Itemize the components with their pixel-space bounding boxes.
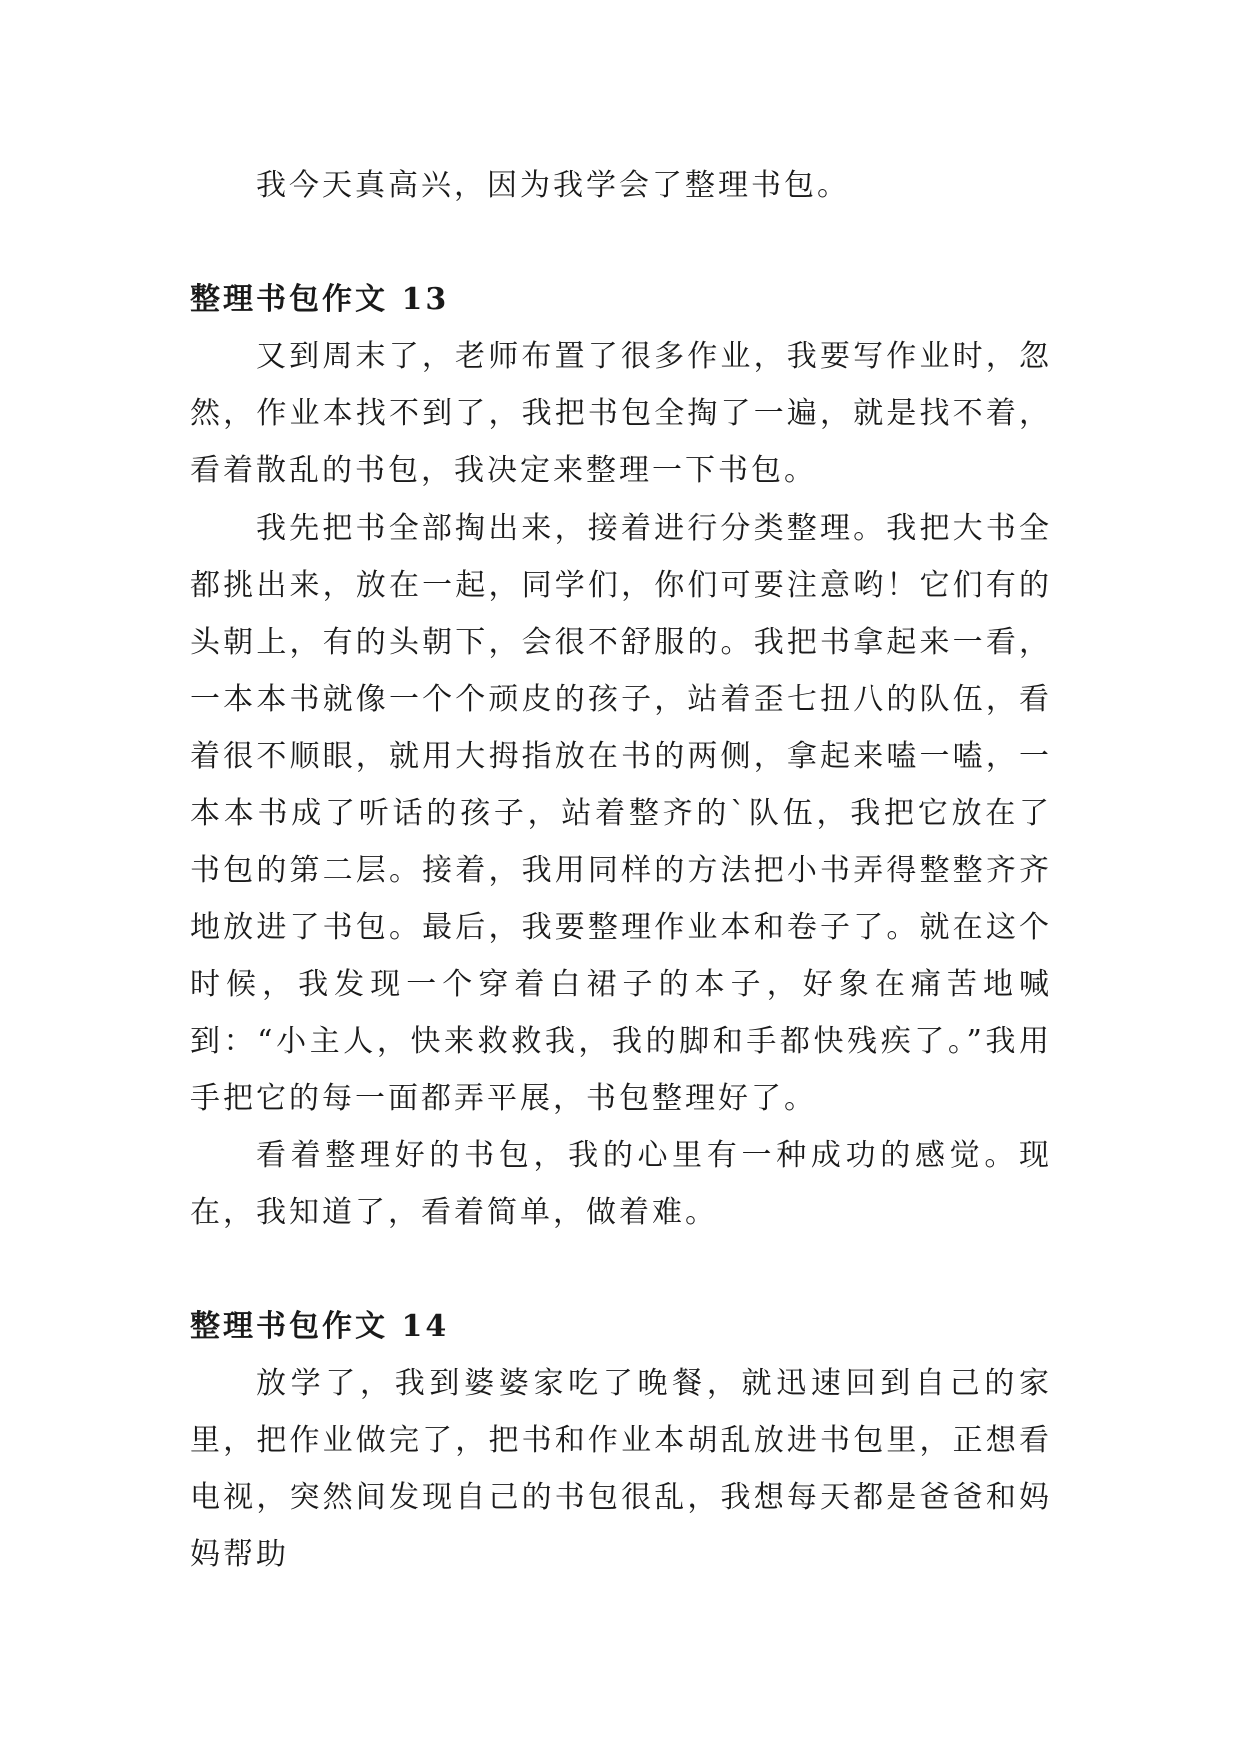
section-13-paragraph-2: 我先把书全部掏出来，接着进行分类整理。我把大书全都挑出来，放在一起，同学们，你们可要注意哟！它们有的头朝上，有的头朝下，会很不舒服的。我把书拿起来一看，一本本书就像一个个顽皮的孩子，站着歪七扭八的队伍，看着很不顺眼，就用大拇指放在书的两侧，拿起来嗑一嗑，一本本书成了听话的孩子，站着整齐的`队伍，我把它放在了书包的第二层。接着，我用同样的方法把小书弄得整整齐齐地放进了书包。最后，我要整理作业本和卷子了。就在这个时候，我发现一个穿着白裙子的本子，好象在痛苦地喊到：“小主人，快来救救我，我的脚和手都快残疾了。”我用手把它的每一面都弄平展，书包整理好了。 [190,511,1052,1116]
section-heading-14: 整理书包作文 14 [190,1309,450,1344]
section-heading-13: 整理书包作文 13 [190,282,450,317]
section-13-paragraph-3: 看着整理好的书包，我的心里有一种成功的感觉。现在，我知道了，看着简单，做着难。 [190,1138,1052,1230]
intro-paragraph: 我今天真高兴，因为我学会了整理书包。 [256,168,850,203]
section-14-paragraph-1: 放学了，我到婆婆家吃了晚餐，就迅速回到自己的家里，把作业做完了，把书和作业本胡乱放进书包里，正想看电视，突然间发现自己的书包很乱，我想每天都是爸爸和妈妈帮助 [190,1366,1052,1572]
section-13-paragraph-1: 又到周末了，老师布置了很多作业，我要写作业时，忽然，作业本找不到了，我把书包全掏了一遍，就是找不着，看着散乱的书包，我决定来整理一下书包。 [190,339,1052,488]
